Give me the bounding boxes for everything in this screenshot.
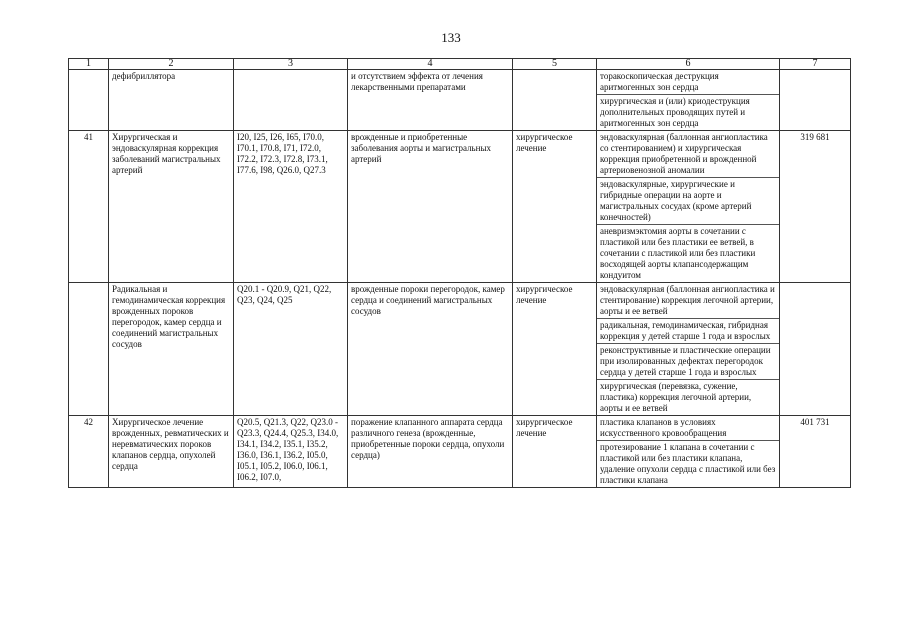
treatment-methods [597,70,780,131]
treatment-methods [597,416,780,488]
treatment-type: хирургическое лечение [513,283,597,416]
price: 401 731 [780,416,851,488]
treatment-methods [597,131,780,283]
method-item: эндоваскулярная (баллонная ангиопластика и стентирование) коррекция легочной артерии, аорты и ее ветвей [597,283,779,319]
column-header: 5 [513,59,597,70]
price [780,70,851,131]
service-name: дефибриллятора [109,70,234,131]
treatment-methods [597,283,780,416]
table-row [69,70,851,131]
method-item: протезирование 1 клапана в сочетании с пластикой или без пластики клапана, удаление опухоли сердца с пластикой или без пластики клапана [600,442,776,485]
method-item: хирургическая (перевязка, сужение, пластика) коррекция легочной артерии, аорты и ее ветвей [600,381,752,413]
patient-model: поражение клапанного аппарата сердца различного генеза (врожденные, приобретенные пороки сердца, опухоли сердца) [348,416,513,488]
page-number: 133 [441,30,461,45]
service-name: Радикальная и гемодинамическая коррекция врожденных пороков перегородок, камер сердца и соединений магистральных сосудов [109,283,234,416]
method-item: радикальная, гемодинамическая, гибридная коррекция у детей старше 1 года и взрослых [597,319,779,344]
method-item: эндоваскулярные, хирургические и гибридные операции на аорте и магистральных сосудах (кроме артерий конечностей) [597,178,779,225]
column-header: 4 [348,59,513,70]
icd-codes: I20, I25, I26, I65, I70.0, I70.1, I70.8, I71, I72.0, I72.2, I72.3, I72.8, I73.1, I77.6, I98, Q26.0, Q27.3 [234,131,348,283]
patient-model: врожденные и приобретенные заболевания аорты и магистральных артерий [348,131,513,283]
patient-model: врожденные пороки перегородок, камер сердца и соединений магистральных сосудов [348,283,513,416]
row-number: 41 [69,131,109,283]
column-header: 7 [780,59,851,70]
price [780,283,851,416]
icd-codes: Q20.5, Q21.3, Q22, Q23.0 - Q23.3, Q24.4, Q25.3, I34.0, I34.1, I34.2, I35.1, I35.2, I36.0, I36.1, I36.2, I05.0, I05.1, I05.2, I06.0, I06.1, I06.2, I07.0, [234,416,348,488]
patient-model: и отсутствием эффекта от лечения лекарственными препаратами [348,70,513,131]
icd-codes [234,70,348,131]
service-name: Хирургическое лечение врожденных, ревматических и неревматических пороков клапанов сердца, опухолей сердца [109,416,234,488]
row-number [69,283,109,416]
price: 319 681 [780,131,851,283]
column-header: 6 [597,59,780,70]
services-table [68,58,851,488]
method-item: реконструктивные и пластические операции при изолированных дефектах перегородок сердца у детей старше 1 года и взрослых [597,344,779,380]
column-header: 3 [234,59,348,70]
treatment-type: хирургическое лечение [513,416,597,488]
method-item: пластика клапанов в условиях искусственного кровообращения [597,416,779,441]
row-number [69,70,109,131]
table-row [69,283,851,416]
column-header: 1 [69,59,109,70]
treatment-type [513,70,597,131]
method-item: торакоскопическая деструкция аритмогенных зон сердца [597,70,779,95]
table-row [69,416,851,488]
method-item: эндоваскулярная (баллонная ангиопластика со стентированием) и хирургическая коррекция приобретенной и врожденной артериовенозной аномалии [597,131,779,178]
table-header-row [69,59,851,70]
method-item: хирургическая и (или) криодеструкция дополнительных проводящих путей и аритмогенных зон сердца [600,96,750,128]
service-name: Хирургическая и эндоваскулярная коррекция заболеваний магистральных артерий [109,131,234,283]
column-header: 2 [109,59,234,70]
icd-codes: Q20.1 - Q20.9, Q21, Q22, Q23, Q24, Q25 [234,283,348,416]
method-item: аневризмэктомия аорты в сочетании с пластикой или без пластики ее ветвей, в сочетании с пластикой или без пластики восходящей аорты клапансодержащим кондуитом [600,226,756,280]
row-number: 42 [69,416,109,488]
treatment-type: хирургическое лечение [513,131,597,283]
table-row [69,131,851,283]
